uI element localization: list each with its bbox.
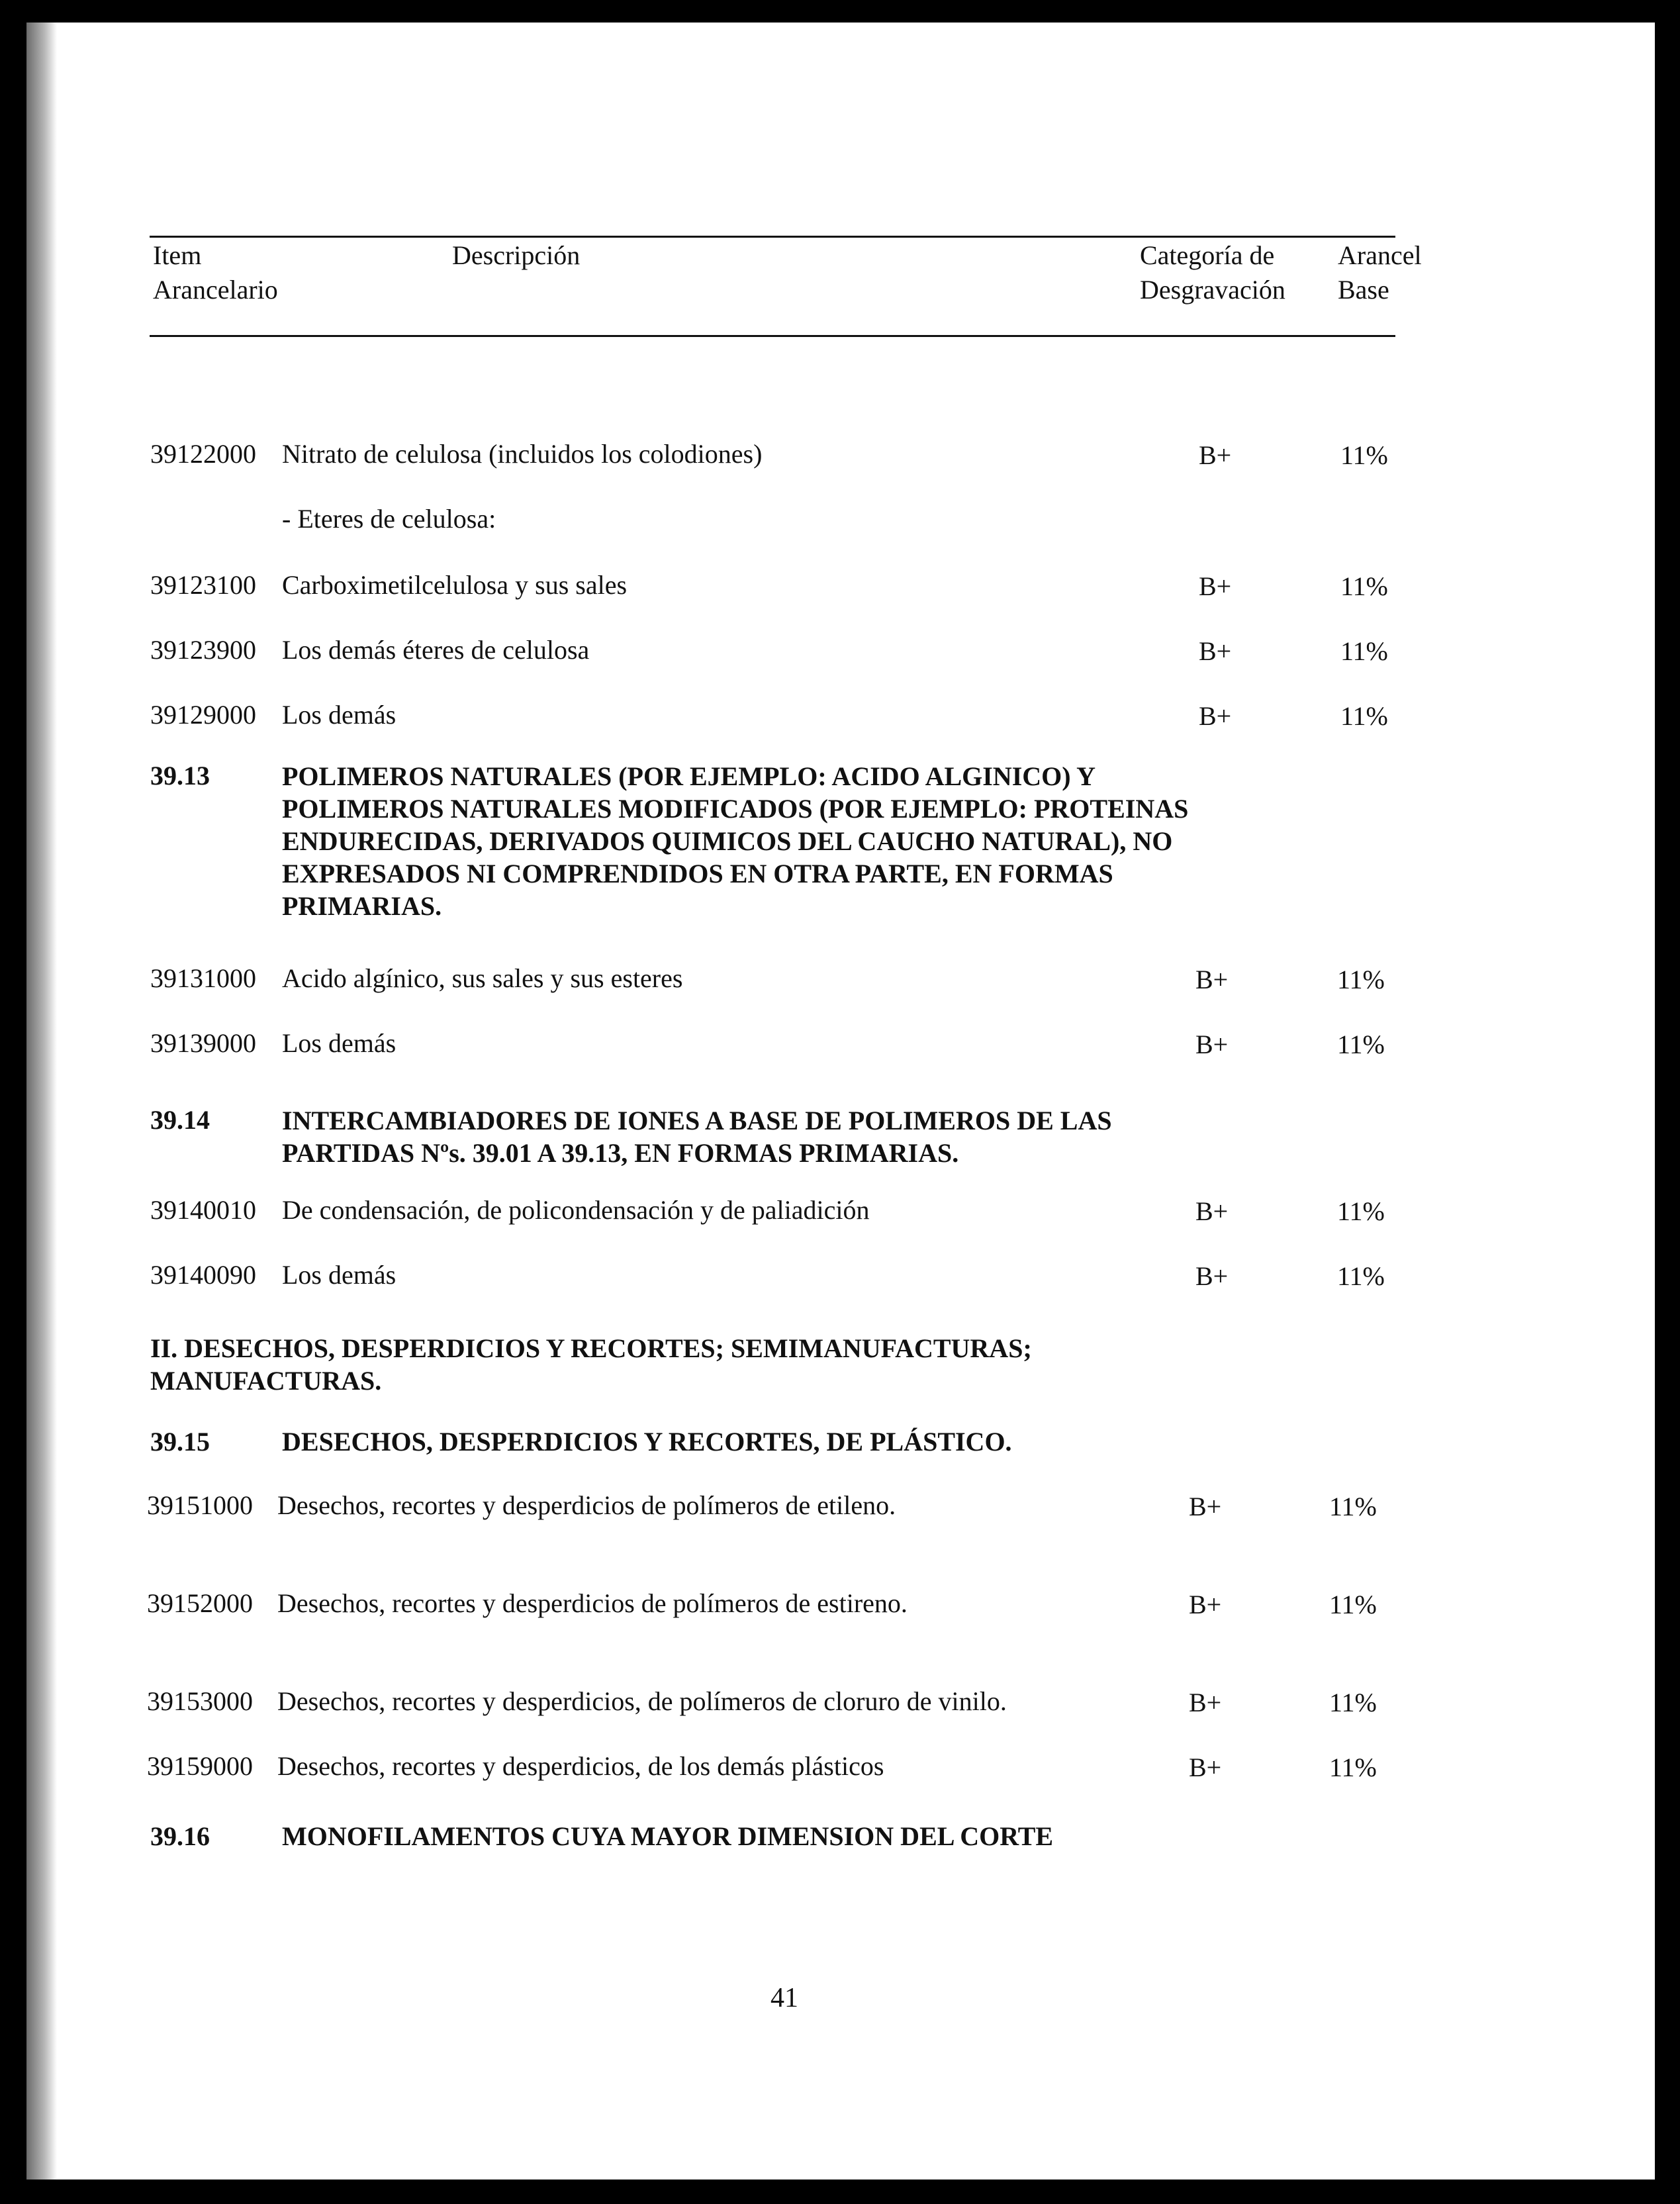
header-item-label: Item Arancelario xyxy=(153,240,278,305)
item-category: B+ xyxy=(1199,440,1232,470)
heading-description: INTERCAMBIADORES DE IONES A BASE DE POLIMEROS DE LAS PARTIDAS Nºs. 39.01 A 39.13, EN FORMAS PRIMARIAS. xyxy=(282,1106,1112,1168)
item-description: - Eteres de celulosa: xyxy=(282,504,496,534)
item-category: B+ xyxy=(1189,1590,1222,1619)
item-category: B+ xyxy=(1199,636,1232,666)
item-description: Los demás xyxy=(282,1028,397,1058)
item-category: B+ xyxy=(1189,1492,1222,1521)
item-code: 39152000 xyxy=(147,1588,253,1618)
item-category: B+ xyxy=(1195,1261,1229,1291)
header-bottom-rule xyxy=(150,335,1395,337)
item-code: 39139000 xyxy=(150,1028,256,1058)
item-description: Desechos, recortes y desperdicios, de polímeros de cloruro de vinilo. xyxy=(277,1686,1007,1716)
heading-code: 39.15 xyxy=(150,1427,210,1457)
item-description: Nitrato de celulosa (incluidos los colodiones) xyxy=(282,439,763,469)
item-code: 39151000 xyxy=(147,1490,253,1520)
item-description: Los demás xyxy=(282,700,397,730)
item-category: B+ xyxy=(1189,1752,1222,1782)
item-description: Acido algínico, sus sales y sus esteres xyxy=(282,963,683,993)
item-code: 39131000 xyxy=(150,963,256,993)
item-base-rate: 11% xyxy=(1337,1261,1385,1291)
item-base-rate: 11% xyxy=(1340,571,1388,601)
item-description: Carboximetilcelulosa y sus sales xyxy=(282,570,628,600)
heading-description: POLIMEROS NATURALES (POR EJEMPLO: ACIDO ALGINICO) Y POLIMEROS NATURALES MODIFICADOS (POR EJEMPLO: PROTEINAS ENDURECIDAS, DERIVADOS QUIMICOS DEL CAUCHO NATURAL), NO EXPRESADOS NI COMPRENDIDOS EN OTRA PARTE, EN FORMAS PRIMARIAS. xyxy=(282,761,1189,921)
item-base-rate: 11% xyxy=(1340,440,1388,470)
item-code: 39129000 xyxy=(150,700,256,730)
heading-code: 39.14 xyxy=(150,1105,210,1135)
header-category-label: Categoría de Desgravación xyxy=(1140,240,1285,305)
item-description: Desechos, recortes y desperdicios, de los demás plásticos xyxy=(277,1751,884,1781)
item-code: 39153000 xyxy=(147,1686,253,1716)
item-code: 39140010 xyxy=(150,1195,256,1225)
item-base-rate: 11% xyxy=(1340,636,1388,666)
item-category: B+ xyxy=(1195,1196,1229,1226)
item-description: De condensación, de policondensación y de paliadición xyxy=(282,1195,870,1225)
item-base-rate: 11% xyxy=(1337,965,1385,994)
item-code: 39123100 xyxy=(150,570,256,600)
item-category: B+ xyxy=(1199,571,1232,601)
item-base-rate: 11% xyxy=(1340,701,1388,731)
item-category: B+ xyxy=(1189,1688,1222,1717)
item-description: Desechos, recortes y desperdicios de polímeros de estireno. xyxy=(277,1588,908,1618)
item-code: 39159000 xyxy=(147,1751,253,1781)
item-base-rate: 11% xyxy=(1329,1752,1377,1782)
item-code: 39122000 xyxy=(150,439,256,469)
item-category: B+ xyxy=(1195,965,1229,994)
item-base-rate: 11% xyxy=(1337,1030,1385,1059)
section-heading: II. DESECHOS, DESPERDICIOS Y RECORTES; SEMIMANUFACTURAS; MANUFACTURAS. xyxy=(150,1333,1032,1396)
document-page xyxy=(26,23,1655,2180)
header-base-label: Arancel Base xyxy=(1338,240,1422,305)
item-description: Los demás xyxy=(282,1260,397,1290)
item-base-rate: 11% xyxy=(1329,1688,1377,1717)
item-base-rate: 11% xyxy=(1329,1590,1377,1619)
heading-description: MONOFILAMENTOS CUYA MAYOR DIMENSION DEL CORTE xyxy=(282,1821,1054,1851)
item-description: Los demás éteres de celulosa xyxy=(282,635,590,665)
item-code: 39140090 xyxy=(150,1260,256,1290)
heading-code: 39.16 xyxy=(150,1821,210,1851)
header-top-rule xyxy=(150,236,1395,238)
item-category: B+ xyxy=(1199,701,1232,731)
page-number: 41 xyxy=(770,1983,798,2013)
header-description-label: Descripción xyxy=(452,240,581,270)
heading-code: 39.13 xyxy=(150,761,210,791)
heading-description: DESECHOS, DESPERDICIOS Y RECORTES, DE PLÁSTICO. xyxy=(282,1427,1012,1457)
item-description: Desechos, recortes y desperdicios de polímeros de etileno. xyxy=(277,1490,896,1520)
item-category: B+ xyxy=(1195,1030,1229,1059)
item-base-rate: 11% xyxy=(1337,1196,1385,1226)
item-base-rate: 11% xyxy=(1329,1492,1377,1521)
page-binding-edge xyxy=(26,23,57,2180)
item-code: 39123900 xyxy=(150,635,256,665)
